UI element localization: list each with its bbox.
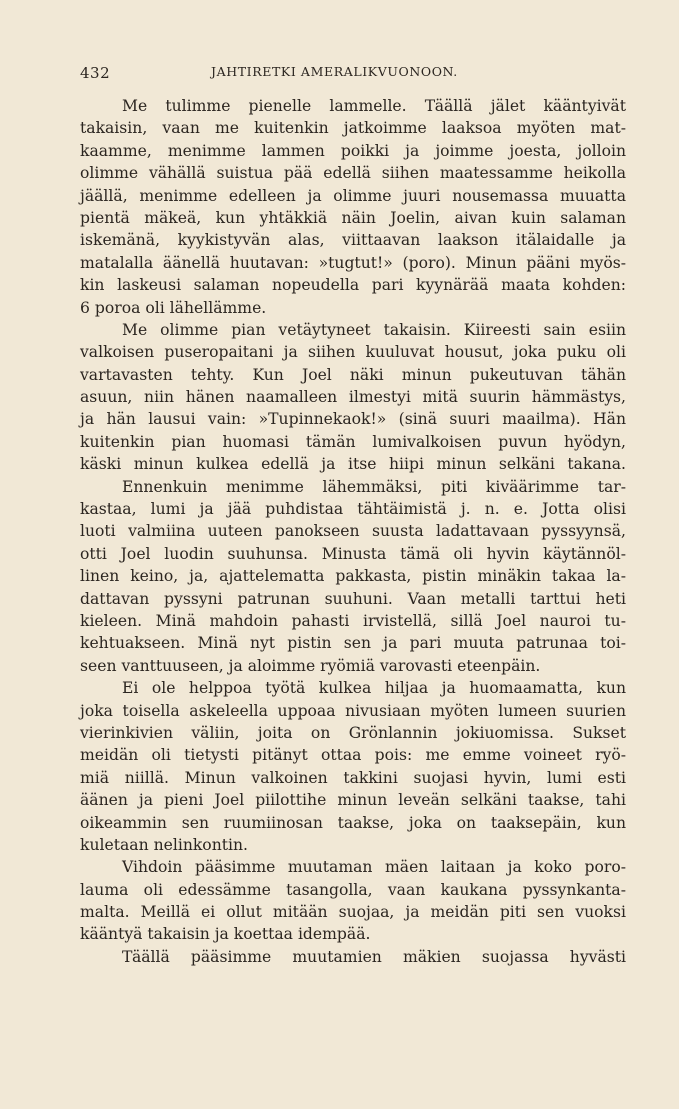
running-head (80, 62, 626, 84)
text-line: otti Joel luodin suuhunsa. Minusta tämä oli hyvin käytännöl- (80, 544, 626, 563)
text-line: käski minun kulkea edellä ja itse hiipi minun selkäni takana. (80, 455, 626, 474)
text-line: jäällä, menimme edelleen ja olimme juuri nousemassa muuatta (80, 186, 626, 205)
text-line: lauma oli edessämme tasangolla, vaan kaukana pyssynkanta- (80, 880, 626, 899)
text-line: oikeammin sen ruumiinosan taakse, joka on taaksepäin, kun (80, 813, 626, 832)
text-line: Me tulimme pienelle lammelle. Täällä jälet kääntyivät (122, 97, 626, 115)
text-line: valkoisen puseropaitani ja siihen kuuluvat housut, joka puku oli (80, 343, 626, 362)
text-line: kaamme, menimme lammen poikki ja joimme joesta, jolloin (80, 141, 626, 160)
text-line: pientä mäkeä, kun yhtäkkiä näin Joelin, aivan kuin salaman (80, 208, 626, 227)
text-line: vierinkivien väliin, joita on Grönlannin jokiuomissa. Sukset (80, 723, 626, 742)
text-line: kehtuakseen. Minä nyt pistin sen ja pari muuta patrunaa toi- (80, 634, 626, 653)
text-line: joka toisella askeleella uppoaa nivusiaan myöten lumeen suurien (80, 701, 626, 720)
text-line: meidän oli tietysti pitänyt ottaa pois: me emme voineet ryö- (80, 746, 626, 765)
text-line: Me olimme pian vetäytyneet takaisin. Kiireesti sain esiin (122, 320, 626, 339)
text-line: kin laskeusi salaman nopeudella pari kyynärää maata kohden: (80, 276, 626, 295)
text-line: dattavan pyssyni patrunan suuhuni. Vaan metalli tarttui heti (80, 589, 626, 608)
text-line: luoti valmiina uuteen panokseen suusta ladattavaan pyssyynsä, (80, 522, 626, 541)
text-line: malta. Meillä ei ollut mitään suojaa, ja meidän piti sen vuoksi (80, 903, 626, 922)
text-line: seen vanttuuseen, ja aloimme ryömiä varovasti eteenpäin. (80, 656, 541, 675)
text-line: miä niillä. Minun valkoinen takkini suojasi hyvin, lumi esti (80, 768, 626, 787)
text-line: kastaa, lumi ja jää puhdistaa tähtäimistä j. n. e. Jotta olisi (80, 500, 626, 519)
page-number: 432 (80, 64, 111, 82)
text-line: kuletaan nelinkontin. (80, 835, 248, 854)
text-line: vartavasten tehty. Kun Joel näki minun pukeutuvan tähän (80, 365, 626, 384)
text-line: 6 poroa oli lähellämme. (80, 298, 267, 317)
text-line: Ei ole helppoa työtä kulkea hiljaa ja huomaamatta, kun (122, 679, 626, 698)
text-line: Vihdoin pääsimme muutaman mäen laitaan ja koko poro- (122, 858, 626, 877)
text-line: takaisin, vaan me kuitenkin jatkoimme laaksoa myöten mat- (80, 119, 626, 138)
text-line: iskemänä, kyykistyvän alas, viittaavan laakson itälaidalle ja (80, 231, 626, 250)
text-line: kuitenkin pian huomasi tämän lumivalkoisen puvun hyödyn, (80, 432, 626, 451)
text-line: asuun, niin hänen naamalleen ilmestyi mitä suurin hämmästys, (80, 388, 626, 407)
text-line: äänen ja pieni Joel piilottihe minun leveän selkäni taakse, tahi (80, 791, 626, 810)
body-text (80, 95, 626, 968)
text-line: ja hän lausui vain: »Tupinnekaok!» (sinä suuri maailma). Hän (80, 410, 626, 429)
text-line: kieleen. Minä mahdoin pahasti irvistellä, sillä Joel nauroi tu- (80, 611, 626, 630)
text-line: matalalla äänellä huutavan: »tugtut!» (poro). Minun pääni myös- (80, 253, 626, 272)
text-line: olimme vähällä suistua pää edellä siihen maatessamme heikolla (80, 164, 626, 183)
text-line: Täällä pääsimme muutamien mäkien suojassa hyvästi (122, 947, 626, 966)
text-line: Ennenkuin menimme lähemmäksi, piti kiväärimme tar- (122, 477, 626, 496)
text-line: kääntyä takaisin ja koettaa idempää. (80, 925, 371, 944)
text-line: linen keino, ja, ajattelematta pakkasta, pistin minäkin takaa la- (80, 567, 626, 586)
running-title: JAHTIRETKI AMERALIKVUONOON. (211, 64, 458, 79)
